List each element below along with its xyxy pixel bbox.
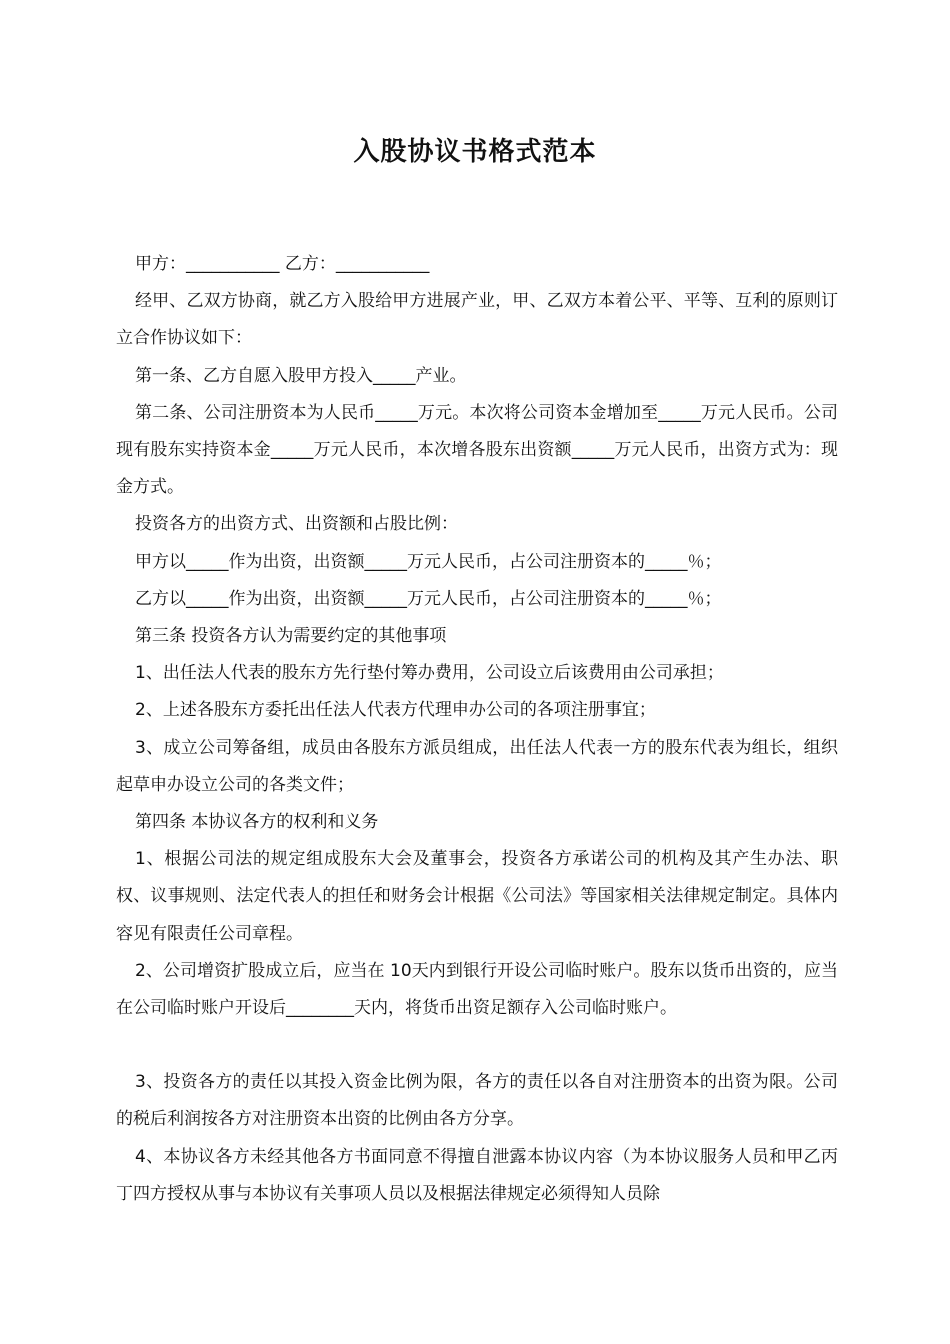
party-line: 甲方：___________ 乙方：___________	[135, 254, 430, 274]
article-3-item-2: 2、上述各股东方委托出任法人代表方代理申办公司的各项注册事宜；	[135, 700, 656, 721]
article-3-heading: 第三条 投资各方认为需要约定的其他事项	[135, 626, 447, 647]
party-b-contribution: 乙方以_____作为出资，出资额_____万元人民币，占公司注册资本的_____％；	[135, 588, 722, 609]
article-3-item-1: 1、出任法人代表的股东方先行垫付筹办费用，公司设立后该费用由公司承担；	[135, 663, 724, 684]
article-3-item-3: 3、成立公司筹备组，成员由各股东方派员组成，出任法人代表一方的股东代表为组长，组织起草申办设立公司的各类文件；	[116, 737, 838, 795]
paragraph-spacer	[116, 1027, 838, 1064]
article-4-item-2: 2、公司增资扩股成立后，应当在 10天内到银行开设公司临时账户。股东以货币出资的，应当在公司临时账户开设后________天内，将货币出资足额存入公司临时账户。	[116, 960, 838, 1019]
article-4-item-3: 3、投资各方的责任以其投入资金比例为限，各方的责任以各自对注册资本的出资为限。公司的税后利润按各方对注册资本出资的比例由各方分享。	[116, 1072, 838, 1130]
article-4-item-1: 1、根据公司法的规定组成股东大会及董事会，投资各方承诺公司的机构及其产生办法、职权、议事规则、法定代表人的担任和财务会计根据《公司法》等国家相关法律规定制定。具体内容见有限责任公司章程。	[116, 849, 838, 944]
document-body	[116, 246, 838, 1213]
article-1: 第一条、乙方自愿入股甲方投入_____产业。	[135, 365, 467, 386]
investment-heading: 投资各方的出资方式、出资额和占股比例：	[135, 514, 458, 535]
article-2: 第二条、公司注册资本为人民币_____万元。本次将公司资本金增加至_____万元人民币。公司现有股东实持资本金_____万元人民币，本次增各股东出资额_____万元人民币，出资方式为：现金方式。	[116, 402, 838, 498]
article-4-heading: 第四条 本协议各方的权利和义务	[135, 812, 379, 833]
document-title: 入股协议书格式范本	[353, 137, 597, 167]
party-a-contribution: 甲方以_____作为出资，出资额_____万元人民币，占公司注册资本的_____％；	[135, 551, 722, 572]
article-4-item-4: 4、本协议各方未经其他各方书面同意不得擅自泄露本协议内容（为本协议服务人员和甲乙丙丁四方授权从事与本协议有关事项人员以及根据法律规定必须得知人员除	[116, 1146, 838, 1204]
intro-paragraph: 经甲、乙双方协商，就乙方入股给甲方进展产业，甲、乙双方本着公平、平等、互利的原则订立合作协议如下：	[116, 291, 838, 349]
